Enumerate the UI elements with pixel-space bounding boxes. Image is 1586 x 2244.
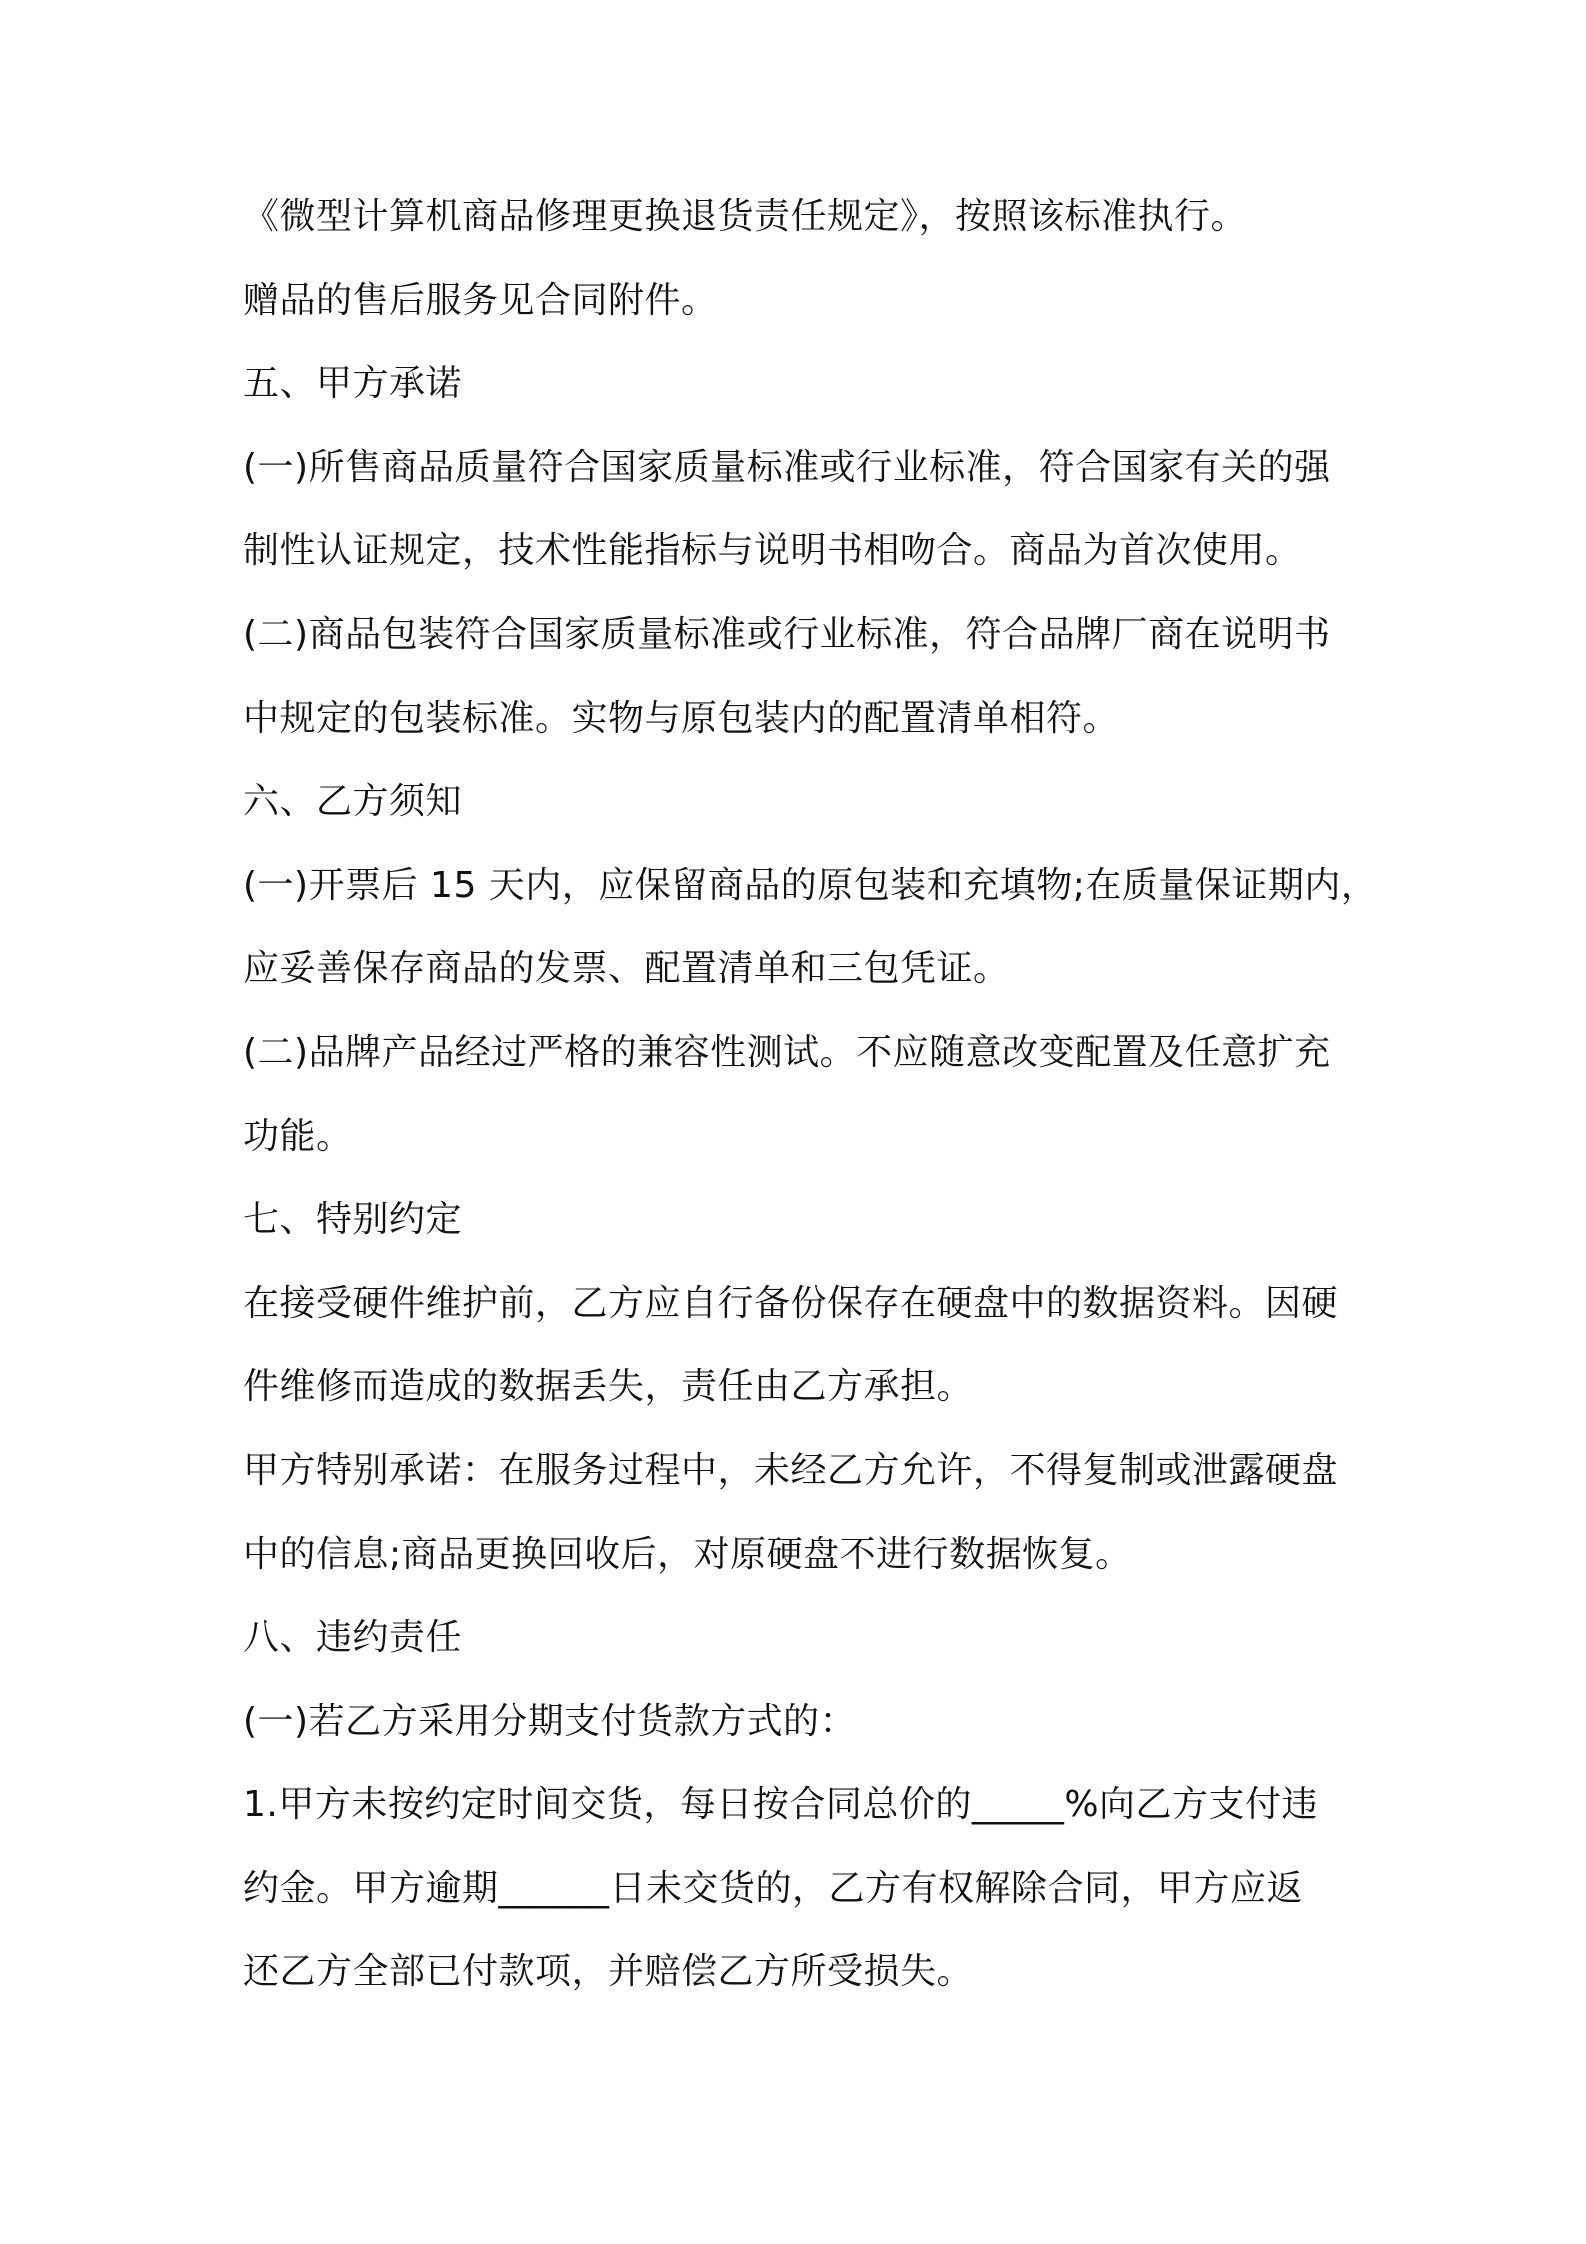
text-line: 1.甲方未按约定时间交货，每日按合同总价的_____%向乙方支付违 — [243, 1784, 1319, 1826]
text-line: 中规定的包装标准。实物与原包装内的配置清单相符。 — [243, 697, 1120, 739]
document-page — [243, 196, 1378, 2035]
text-line: 赠品的售后服务见合同附件。 — [243, 279, 718, 321]
section-heading: 七、特别约定 — [243, 1199, 463, 1241]
text-line: 功能。 — [243, 1115, 353, 1157]
text-line: (二)商品包装符合国家质量标准或行业标准，符合品牌厂商在说明书 — [243, 613, 1331, 655]
text-line: (一)所售商品质量符合国家质量标准或行业标准，符合国家有关的强 — [243, 446, 1331, 488]
text-line: 甲方特别承诺：在服务过程中，未经乙方允许，不得复制或泄露硬盘 — [243, 1449, 1339, 1491]
text-line: 《微型计算机商品修理更换退货责任规定》，按照该标准执行。 — [243, 196, 1248, 237]
section-heading: 八、违约责任 — [243, 1617, 463, 1659]
text-line: 制性认证规定，技术性能指标与说明书相吻合。商品为首次使用。 — [243, 530, 1302, 572]
section-heading: 六、乙方须知 — [243, 781, 463, 823]
text-line: 应妥善保存商品的发票、配置清单和三包凭证。 — [243, 948, 1010, 990]
text-line: (二)品牌产品经过严格的兼容性测试。不应随意改变配置及任意扩充 — [243, 1031, 1331, 1073]
section-heading: 五、甲方承诺 — [243, 363, 463, 405]
text-line: 在接受硬件维护前，乙方应自行备份保存在硬盘中的数据资料。因硬 — [243, 1282, 1339, 1324]
text-line: 还乙方全部已付款项，并赔偿乙方所受损失。 — [243, 1951, 974, 1993]
text-line: (一)若乙方采用分期支付货款方式的： — [243, 1700, 857, 1742]
text-line: (一)开票后 15 天内，应保留商品的原包装和充填物;在质量保证期内， — [243, 864, 1378, 906]
text-line: 约金。甲方逾期______日未交货的，乙方有权解除合同，甲方应返 — [243, 1867, 1304, 1909]
text-line: 件维修而造成的数据丢失，责任由乙方承担。 — [243, 1366, 974, 1408]
text-line: 中的信息;商品更换回收后，对原硬盘不进行数据恢复。 — [243, 1533, 1132, 1575]
